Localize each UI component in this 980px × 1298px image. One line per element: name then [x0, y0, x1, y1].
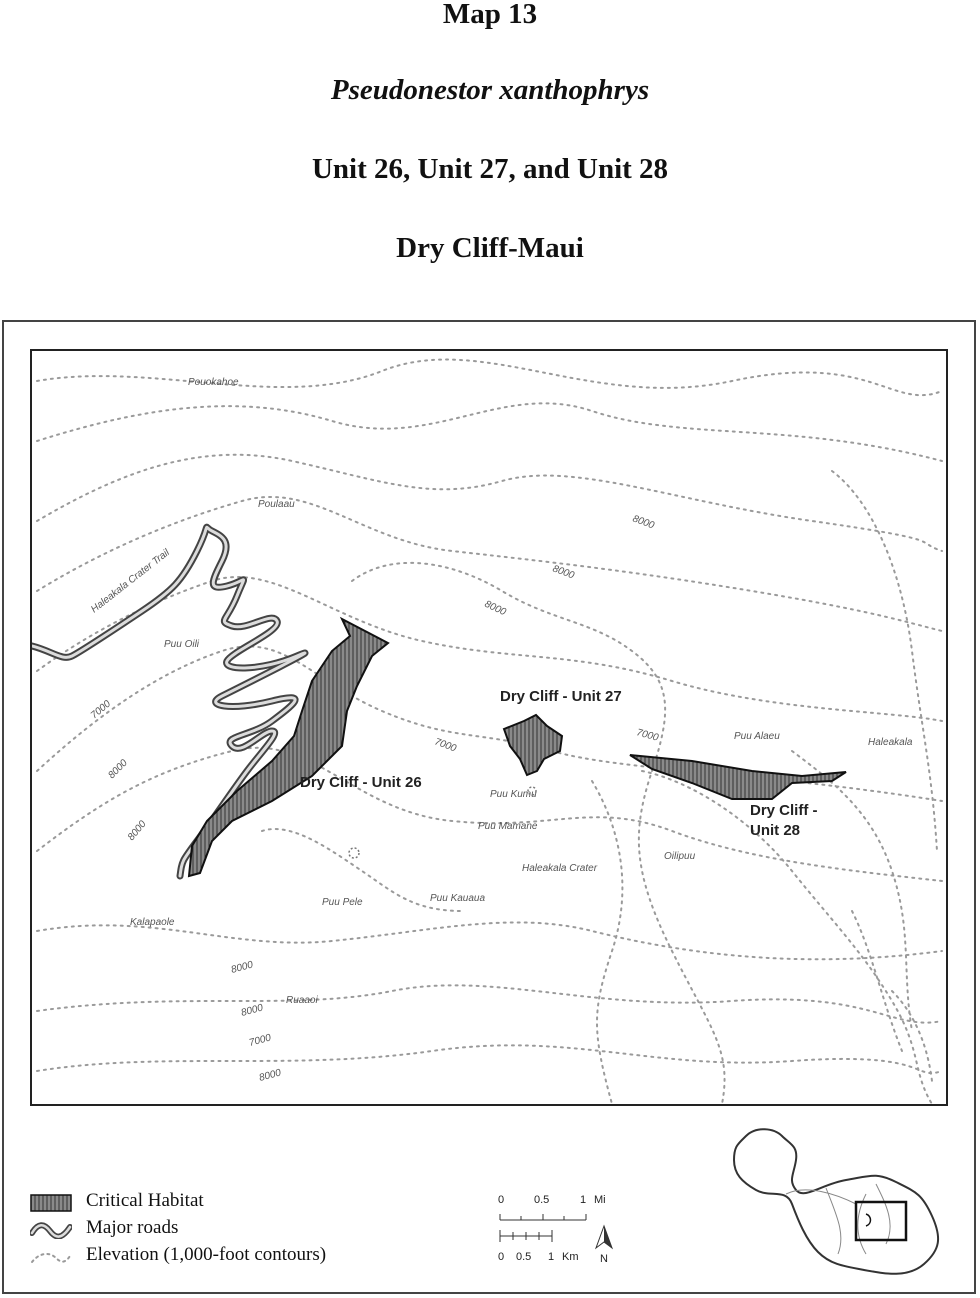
- scale-km-05: 0.5: [516, 1251, 532, 1263]
- scale-km-1: 1: [548, 1251, 555, 1263]
- contour-label: 8000: [229, 959, 255, 976]
- contour-label: 8000: [550, 563, 576, 582]
- major-roads-swatch: [30, 1221, 72, 1239]
- place-label: Oilipuu: [664, 851, 696, 862]
- scale-km-unit: Km: [562, 1251, 579, 1263]
- map-canvas: [32, 351, 946, 1104]
- place-label: Poulaau: [258, 499, 295, 510]
- area-title: Dry Cliff-Maui: [396, 232, 584, 264]
- place-label: Kalapaole: [130, 917, 175, 928]
- legend-elevation-label: Elevation (1,000-foot contours): [86, 1244, 327, 1265]
- place-label: Puu Pele: [322, 897, 363, 908]
- place-label: Ruaaoi: [286, 995, 318, 1006]
- contour-label: 8000: [125, 818, 149, 843]
- scale-mi-unit: Mi: [594, 1194, 606, 1206]
- place-label: Puu Oili: [164, 639, 200, 650]
- north-label: N: [600, 1253, 608, 1265]
- legend-critical-habitat-label: Critical Habitat: [86, 1190, 204, 1211]
- legend-major-roads-label: Major roads: [86, 1217, 179, 1238]
- map-number-title: Map 13: [442, 0, 538, 30]
- place-label: Puu Kauaua: [430, 893, 486, 904]
- contour-label: 8000: [106, 757, 130, 782]
- unit-labels: [300, 688, 818, 839]
- inset-locator-map: [726, 1124, 956, 1276]
- scale-mi-0: 0: [498, 1194, 505, 1206]
- species-title: Pseudonestor xanthophrys: [330, 74, 650, 106]
- scale-mi-05: 0.5: [534, 1194, 550, 1206]
- elevation-contours: [37, 360, 942, 1104]
- unit-26-label: Dry Cliff - Unit 26: [300, 774, 422, 791]
- critical-habitat-swatch: [30, 1194, 72, 1212]
- contour-label: 7000: [247, 1032, 273, 1049]
- place-label: Puu Kumu: [490, 789, 537, 800]
- contour-label: 8000: [257, 1067, 283, 1084]
- maui-outline: [726, 1124, 956, 1276]
- unit-28-label-line2: Unit 28: [750, 822, 801, 839]
- scale-bar-graphic: [496, 1192, 626, 1272]
- scale-mi-1: 1: [580, 1194, 587, 1206]
- major-road: [32, 527, 305, 876]
- contour-label: 8000: [239, 1002, 265, 1019]
- elevation-swatch: [30, 1248, 72, 1266]
- main-map[interactable]: [30, 349, 948, 1106]
- units-title: Unit 26, Unit 27, and Unit 28: [311, 153, 669, 185]
- contour-labels: [89, 513, 660, 1083]
- place-label: Haleakala: [868, 737, 913, 748]
- place-label: Pouokahoe: [188, 377, 239, 388]
- place-label: Puu Mamane: [478, 821, 538, 832]
- habitat-unit-27[interactable]: [504, 715, 562, 775]
- place-label: Haleakala Crater Trail: [89, 547, 172, 616]
- place-label: Puu Alaeu: [734, 731, 780, 742]
- contour-label: 7000: [635, 727, 660, 744]
- scale-km-0: 0: [498, 1251, 505, 1263]
- contour-label: 7000: [432, 736, 458, 755]
- contour-label: 8000: [482, 598, 508, 619]
- contour-label: 7000: [88, 698, 113, 722]
- north-arrow-icon: [596, 1226, 612, 1265]
- contour-label: 8000: [630, 513, 656, 532]
- unit-28-label-line1: Dry Cliff -: [750, 802, 818, 819]
- place-label: Haleakala Crater: [522, 863, 598, 874]
- scale-bar: [496, 1192, 626, 1272]
- unit-27-label: Dry Cliff - Unit 27: [500, 688, 622, 705]
